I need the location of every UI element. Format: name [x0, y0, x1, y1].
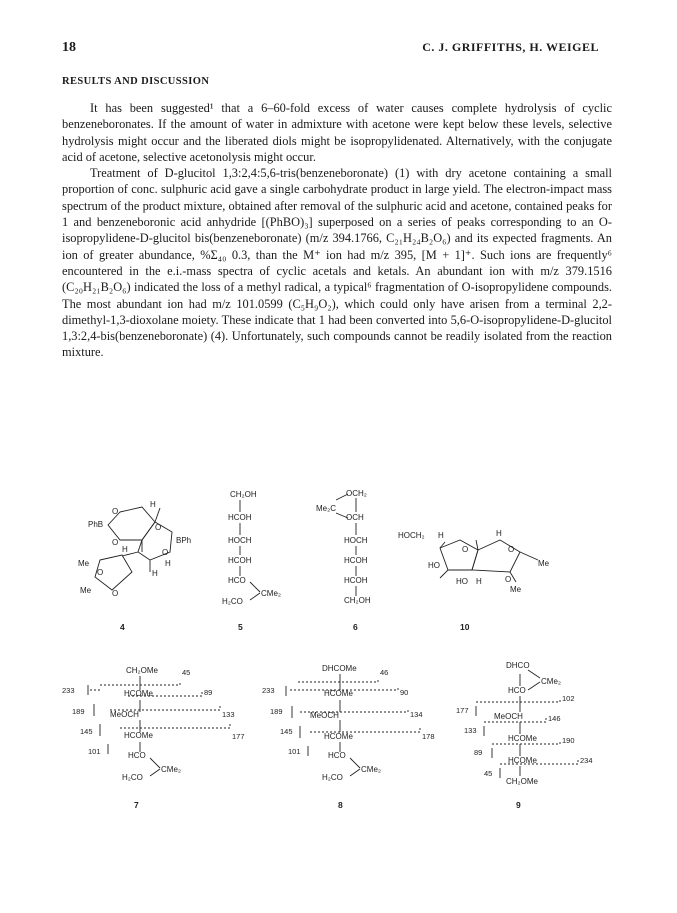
s4-label: Me: [78, 559, 90, 568]
s7-mass: 233: [62, 686, 75, 695]
s6-label: OCH₂: [346, 489, 367, 498]
s10-label: HOCH₂: [398, 531, 425, 540]
s9-mass: 89: [474, 748, 483, 757]
s8-mass: 46: [380, 668, 389, 677]
structure-6: [316, 489, 371, 632]
structure-number-9: 9: [516, 800, 521, 810]
s4-label: O: [112, 507, 119, 516]
structure-7: [62, 666, 245, 810]
s7-label: HCO: [128, 751, 146, 760]
s7-label: HCOMe: [124, 689, 153, 698]
s10-label: H: [438, 531, 444, 540]
s9-mass: 177: [456, 706, 469, 715]
s8-label: HCOMe: [324, 732, 353, 741]
s4-label: Me: [80, 586, 92, 595]
s5-label: HOCH: [228, 536, 252, 545]
s8-label: CMe₂: [361, 765, 381, 774]
structure-8: [262, 664, 435, 810]
s8-label: HCO: [328, 751, 346, 760]
s9-label: HCOMe: [508, 756, 537, 765]
structure-number-8: 8: [338, 800, 343, 810]
s7-label: CH₂OMe: [126, 666, 158, 675]
s8-label: MeOCH: [310, 711, 339, 720]
structure-number-4: 4: [120, 622, 125, 632]
s4-label: PhB: [88, 520, 104, 529]
s6-label: OCH: [346, 513, 364, 522]
s10-label: Me: [538, 559, 550, 568]
s5-label: CMe₂: [261, 589, 281, 598]
s4-label: H: [165, 559, 171, 568]
s10-label: Me: [510, 585, 522, 594]
s7-mass: 177: [232, 732, 245, 741]
s10-label: O: [508, 545, 515, 554]
paragraph-2: Treatment of D-glucitol 1,3:2,4:5,6-tris(benzeneboronate) (1) with dry acetone containing a small proportion of conc. sulphuric acid gave a single carbohydrate product in large yield. The electron-impact mass spectrum of the product mixture, obtained after removal of the sulphuric acid and acetone, contained peaks for 1 and benzeneboronic acid anhydride [(PhBO)₃] superposed on a series of peaks corresponding to an O-isopropylidene-D-glucitol bis(benzeneboronate) (m/z 394.1766, C₂₁H₂₄B₂O₆) and its expected fragments. An ion of greater abundance, %Σ₄₀ 0.3, than the M⁺ ion had m/z 395, [M + 1]⁺. Such ions are frequently⁶ encountered in the e.i.-mass spectra of cyclic acetals and ketals. An abundant ion with m/z 379.1516 (C₂₀H₂₁B₂O₆) indicated the loss of a methyl radical, a typical⁶ fragmentation of O-isopropylidene compounds. The most abundant ion had m/z 101.0599 (C₅H₉O₂), which could only have arisen from a terminal 2,2-dimethyl-1,3-dioxolane moiety. These indicate that 1 had been converted into 5,6-O-isopropylidene-D-glucitol 1,3:2,4-bis(benzeneboronate) (4). Unfortunately, such compounds cannot be readily isolated from the reaction mixture.: [62, 166, 612, 360]
structure-number-10: 10: [460, 622, 470, 632]
s9-mass: 102: [562, 694, 575, 703]
s7-label: CMe₂: [161, 765, 181, 774]
s10-label: H: [476, 577, 482, 586]
s7-mass: 101: [88, 747, 101, 756]
s7-label: H₂CO: [122, 773, 143, 782]
s5-label: H₂CO: [222, 597, 243, 606]
paragraph-1: It has been suggested¹ that a 6–60-fold excess of water causes complete hydrolysis of cyclic benzeneboronates. If the amount of water in admixture with acetone were kept below these levels, selective hydrolysis might occur and the liberated diols might be isopropylidenated. Alternatively, with the conjugate acid of acetone, selective acetonolysis might occur.: [62, 101, 612, 164]
s7-label: HCOMe: [124, 731, 153, 740]
s10-label: O: [505, 575, 512, 584]
s10-label: H: [496, 529, 502, 538]
s6-label: HCOH: [344, 556, 368, 565]
structure-number-5: 5: [238, 622, 243, 632]
s8-mass: 90: [400, 688, 409, 697]
s4-label: O: [112, 589, 119, 598]
s9-mass: 133: [464, 726, 477, 735]
s5-label: CH₂OH: [230, 490, 257, 499]
s6-label: Me₂C: [316, 504, 336, 513]
s4-label: BPh: [176, 536, 192, 545]
s7-mass: 45: [182, 668, 191, 677]
s9-label: HCOMe: [508, 734, 537, 743]
structure-4: [78, 500, 191, 632]
structure-number-7: 7: [134, 800, 139, 810]
s5-label: HCOH: [228, 556, 252, 565]
s4-label: O: [155, 523, 162, 532]
structure-5: [222, 490, 281, 632]
structure-number-6: 6: [353, 622, 358, 632]
s9-label: CMe₂: [541, 677, 561, 686]
s4-label: H: [122, 545, 128, 554]
s9-mass: 190: [562, 736, 575, 745]
s8-mass: 101: [288, 747, 301, 756]
s8-mass: 233: [262, 686, 275, 695]
s10-label: O: [462, 545, 469, 554]
s9-label: HCO: [508, 686, 526, 695]
s7-label: MeOCH: [110, 710, 139, 719]
s10-label: HO: [456, 577, 468, 586]
s7-mass: 133: [222, 710, 235, 719]
s8-mass: 145: [280, 727, 293, 736]
s9-mass: 45: [484, 769, 493, 778]
s9-label: DHCO: [506, 661, 530, 670]
s8-mass: 178: [422, 732, 435, 741]
s7-mass: 145: [80, 727, 93, 736]
s6-label: HOCH: [344, 536, 368, 545]
s6-label: CH₂OH: [344, 596, 371, 605]
s10-label: HO: [428, 561, 440, 570]
section-title: RESULTS AND DISCUSSION: [62, 76, 210, 87]
s9-mass: 146: [548, 714, 561, 723]
s9-label: CH₂OMe: [506, 777, 538, 786]
s5-label: HCO: [228, 576, 246, 585]
structure-9: [456, 661, 593, 810]
s8-label: HCOMe: [324, 689, 353, 698]
s9-mass: 234: [580, 756, 593, 765]
s4-label: O: [162, 548, 169, 557]
s6-label: HCOH: [344, 576, 368, 585]
s4-label: H: [152, 569, 158, 578]
s7-mass: 189: [72, 707, 85, 716]
structure-10: [398, 529, 550, 632]
s4-label: O: [112, 538, 119, 547]
s7-mass: 89: [204, 688, 213, 697]
s4-label: H: [150, 500, 156, 509]
running-head: C. J. GRIFFITHS, H. WEIGEL: [422, 40, 599, 54]
page-number: 18: [62, 40, 76, 55]
s4-label: O: [97, 568, 104, 577]
s8-mass: 134: [410, 710, 423, 719]
s8-mass: 189: [270, 707, 283, 716]
s8-label: DHCOMe: [322, 664, 357, 673]
s9-label: MeOCH: [494, 712, 523, 721]
s8-label: H₂CO: [322, 773, 343, 782]
s5-label: HCOH: [228, 513, 252, 522]
